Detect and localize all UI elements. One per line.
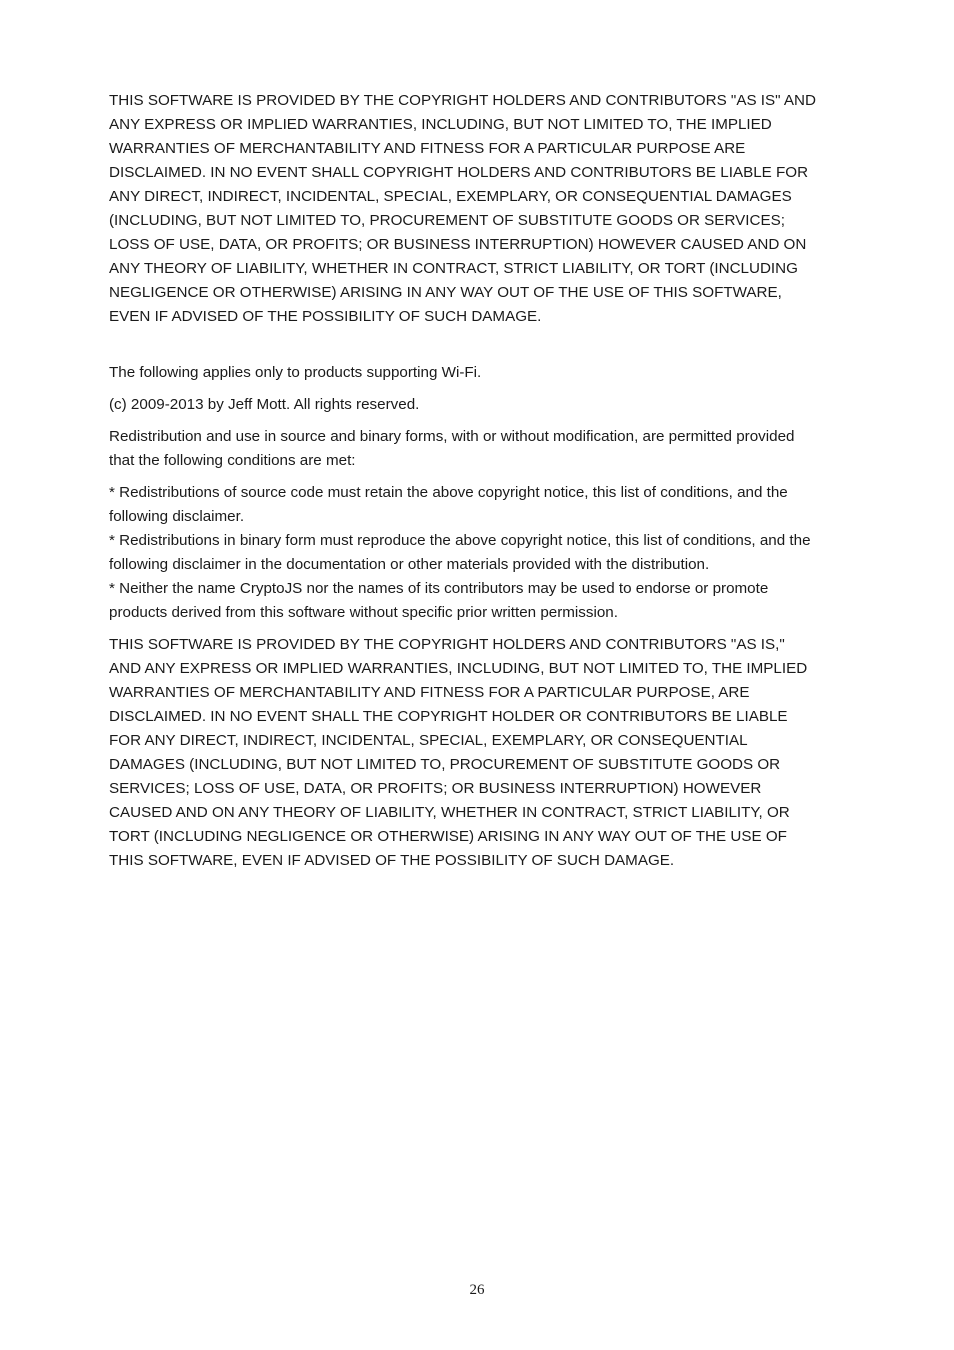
conditions-list [109,481,869,625]
copyright-line: (c) 2009-2013 by Jeff Mott. All rights reserved. [109,396,420,413]
redistribution-intro: Redistribution and use in source and binary forms, with or without modification, are permitted provided that the following conditions are met: [109,428,795,469]
condition-item: * Redistributions in binary form must reproduce the above copyright notice, this list of conditions, and the following disclaimer in the documentation or other materials provided with the distribution. [109,532,811,573]
condition-item: * Neither the name CryptoJS nor the names of its contributors may be used to endorse or promote products derived from this software without specific prior written permission. [109,580,769,621]
document-body [109,89,869,873]
page-number: 26 [469,1282,485,1298]
condition-item: * Redistributions of source code must retain the above copyright notice, this list of conditions, and the following disclaimer. [109,484,788,525]
disclaimer-paragraph-1: THIS SOFTWARE IS PROVIDED BY THE COPYRIGHT HOLDERS AND CONTRIBUTORS "AS IS" AND ANY EXPRESS OR IMPLIED WARRANTIES, INCLUDING, BUT NOT LIMITED TO, THE IMPLIED WARRANTIES OF MERCHANTABILITY AND FITNESS FOR A PARTICULAR PURPOSE ARE DISCLAIMED. IN NO EVENT SHALL COPYRIGHT HOLDERS AND CONTRIBUTORS BE LIABLE FOR ANY DIRECT, INDIRECT, INCIDENTAL, SPECIAL, EXEMPLARY, OR CONSEQUENTIAL DAMAGES (INCLUDING, BUT NOT LIMITED TO, PROCUREMENT OF SUBSTITUTE GOODS OR SERVICES; LOSS OF USE, DATA, OR PROFITS; OR BUSINESS INTERRUPTION) HOWEVER CAUSED AND ON ANY THEORY OF LIABILITY, WHETHER IN CONTRACT, STRICT LIABILITY, OR TORT (INCLUDING NEGLIGENCE OR OTHERWISE) ARISING IN ANY WAY OUT OF THE USE OF THIS SOFTWARE, EVEN IF ADVISED OF THE POSSIBILITY OF SUCH DAMAGE. [109,92,816,325]
disclaimer-paragraph-2: THIS SOFTWARE IS PROVIDED BY THE COPYRIGHT HOLDERS AND CONTRIBUTORS "AS IS," AND ANY EXPRESS OR IMPLIED WARRANTIES, INCLUDING, BUT NOT LIMITED TO, THE IMPLIED WARRANTIES OF MERCHANTABILITY AND FITNESS FOR A PARTICULAR PURPOSE, ARE DISCLAIMED. IN NO EVENT SHALL THE COPYRIGHT HOLDER OR CONTRIBUTORS BE LIABLE FOR ANY DIRECT, INDIRECT, INCIDENTAL, SPECIAL, EXEMPLARY, OR CONSEQUENTIAL DAMAGES (INCLUDING, BUT NOT LIMITED TO, PROCUREMENT OF SUBSTITUTE GOODS OR SERVICES; LOSS OF USE, DATA, OR PROFITS; OR BUSINESS INTERRUPTION) HOWEVER CAUSED AND ON ANY THEORY OF LIABILITY, WHETHER IN CONTRACT, STRICT LIABILITY, OR TORT (INCLUDING NEGLIGENCE OR OTHERWISE) ARISING IN ANY WAY OUT OF THE USE OF THIS SOFTWARE, EVEN IF ADVISED OF THE POSSIBILITY OF SUCH DAMAGE. [109,636,808,869]
wifi-note: The following applies only to products supporting Wi-Fi. [109,364,482,381]
